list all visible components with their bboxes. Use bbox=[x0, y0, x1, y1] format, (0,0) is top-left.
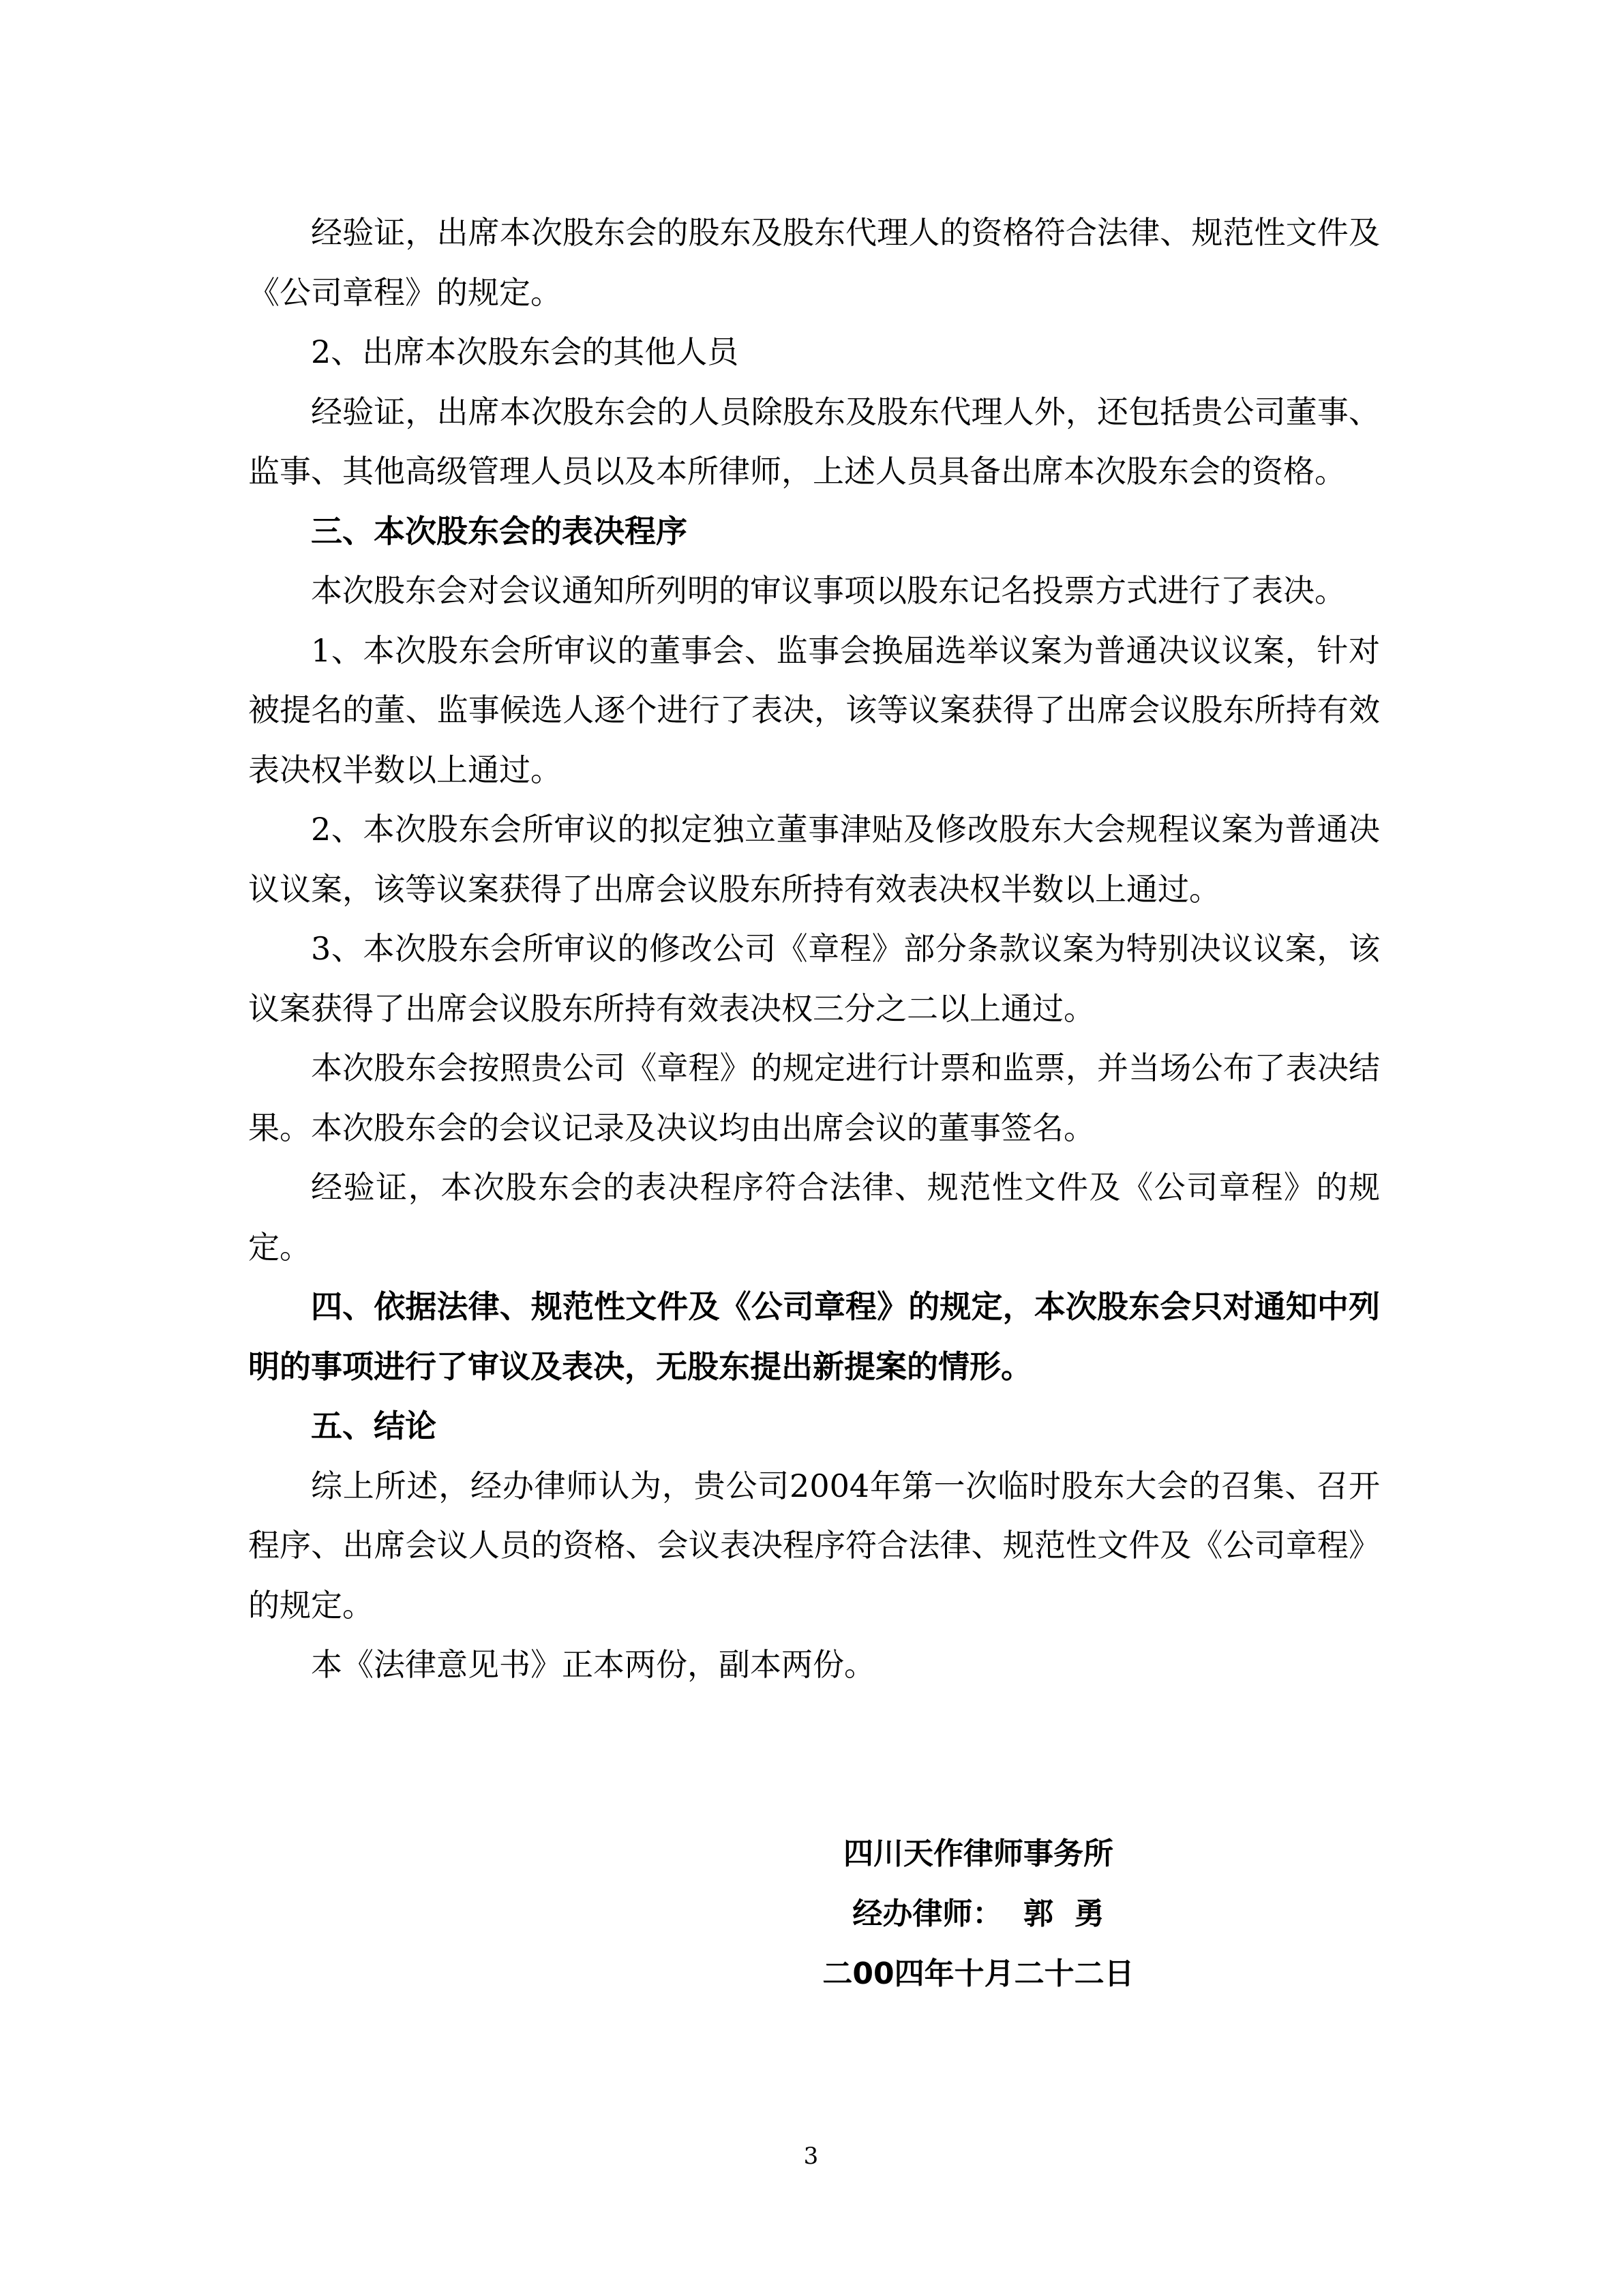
section-heading: 五、结论 bbox=[311, 1407, 436, 1444]
section-heading: 四、依据法律、规范性文件及《公司章程》的规定，本次股东会只对通知中列明的事项进行了审议及表决，无股东提出新提案的情形。 bbox=[248, 1288, 1380, 1385]
handling-lawyer: 经办律师： 郭 勇 bbox=[852, 1896, 1105, 1931]
signature-date: 二00四年十月二十二日 bbox=[822, 1956, 1135, 1991]
paragraph: 1、本次股东会所审议的董事会、监事会换届选举议案为普通决议议案，针对被提名的董、监事候选人逐个进行了表决，该等议案获得了出席会议股东所持有效表决权半数以上通过。 bbox=[248, 631, 1380, 788]
paragraph: 本次股东会按照贵公司《章程》的规定进行计票和监票，并当场公布了表决结果。本次股东会的会议记录及决议均由出席会议的董事签名。 bbox=[248, 1049, 1380, 1146]
paragraph: 2、本次股东会所审议的拟定独立董事津贴及修改股东大会规程议案为普通决议议案，该等议案获得了出席会议股东所持有效表决权半数以上通过。 bbox=[248, 811, 1380, 908]
paragraph: 综上所述，经办律师认为，贵公司2004年第一次临时股东大会的召集、召开程序、出席会议人员的资格、会议表决程序符合法律、规范性文件及《公司章程》的规定。 bbox=[248, 1467, 1380, 1624]
paragraph: 经验证，出席本次股东会的人员除股东及股东代理人外，还包括贵公司董事、监事、其他高级管理人员以及本所律师，上述人员具备出席本次股东会的资格。 bbox=[248, 393, 1380, 490]
section-heading: 三、本次股东会的表决程序 bbox=[311, 512, 687, 550]
paragraph: 3、本次股东会所审议的修改公司《章程》部分条款议案为特别决议议案，该议案获得了出席会议股东所持有效表决权三分之二以上通过。 bbox=[248, 930, 1380, 1027]
signature-block bbox=[801, 1824, 1156, 2004]
paragraph: 经验证，出席本次股东会的股东及股东代理人的资格符合法律、规范性文件及《公司章程》的规定。 bbox=[248, 214, 1380, 311]
paragraph: 经验证，本次股东会的表决程序符合法律、规范性文件及《公司章程》的规定。 bbox=[248, 1169, 1380, 1266]
page-number: 3 bbox=[803, 2143, 819, 2170]
document-body bbox=[248, 203, 1380, 1695]
paragraph: 2、出席本次股东会的其他人员 bbox=[311, 333, 739, 370]
paragraph: 本次股东会对会议通知所列明的审议事项以股东记名投票方式进行了表决。 bbox=[311, 572, 1346, 609]
law-firm-name: 四川天作律师事务所 bbox=[843, 1836, 1113, 1871]
paragraph: 本《法律意见书》正本两份，副本两份。 bbox=[311, 1646, 875, 1683]
